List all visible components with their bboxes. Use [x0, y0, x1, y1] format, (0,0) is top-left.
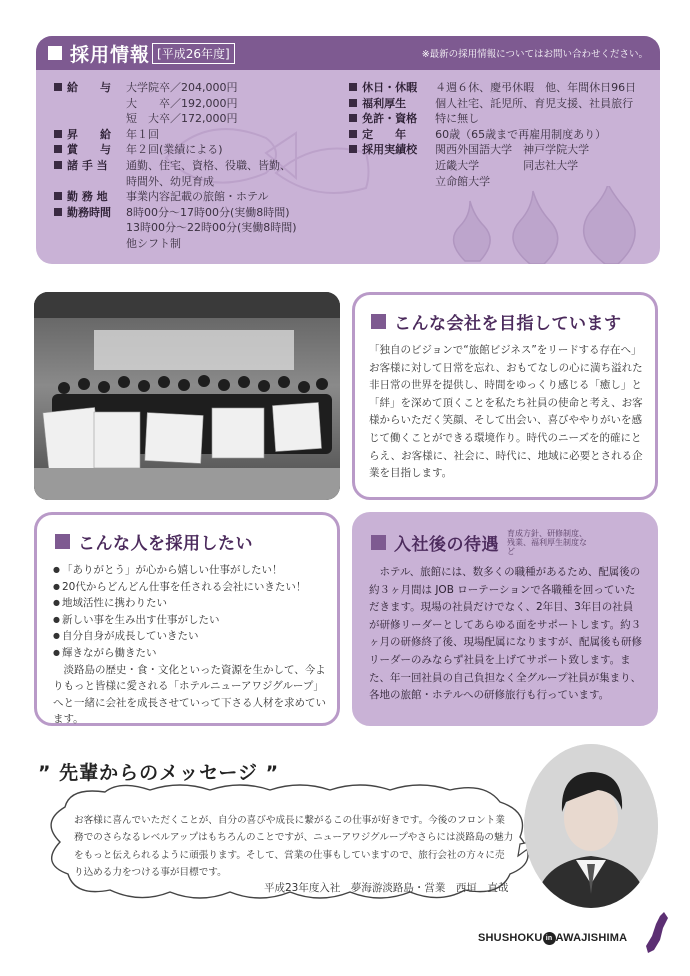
- list-item: ● 20代からどんどん仕事を任される会社にいきたい！: [53, 579, 327, 596]
- recruit-label: 勤 務 地: [54, 189, 126, 205]
- recruit-value: 事業内容記載の旅館・ホテル: [126, 190, 269, 204]
- recruit-row-salary: [54, 80, 339, 127]
- list-item: ● 地域活性に携わりたい: [53, 595, 327, 612]
- recruit-label: 勤務時間: [54, 205, 126, 252]
- company-vision-header: [355, 295, 655, 340]
- recruit-info-right-column: [349, 80, 644, 252]
- senior-message-text: お客様に喜んでいただくことが、自分の喜びや成長に繋がるこの仕事が好きです。今後のフロント業務でのさらなるレベルアップはもちろんのことですが、ニューアワジグループやさらには淡路島の魅力をもっと伝えられるように頑張ります。そして、営業の仕事もしていますので、旅行会社の方々に売り込める力をつける事が目標です。: [74, 815, 514, 879]
- after-joining-box: [352, 512, 658, 726]
- list-item: ● 自分自身が成長していきたい: [53, 628, 327, 645]
- senior-message-signature: 平成23年度入社 夢海游淡路島・営業 西垣 直哉: [264, 882, 509, 894]
- recruit-label: 採用実績校: [349, 142, 435, 189]
- recruit-value: 特に無し: [435, 112, 480, 126]
- recruit-row-welfare: [349, 96, 644, 112]
- recruit-value: 短 大卒／172,000円: [126, 112, 238, 126]
- recruit-value: 通勤、住宅、資格、役職、皆勤、: [126, 158, 291, 172]
- square-bullet-icon: [371, 535, 386, 550]
- recruit-info-year: [平成26年度]: [152, 43, 235, 64]
- recruit-row-license: [349, 111, 644, 127]
- recruit-value: 大学院卒／204,000円: [126, 81, 238, 94]
- recruit-label: 昇 給: [54, 127, 126, 143]
- recruit-row-workplace: [54, 189, 339, 205]
- desired-person-list: [53, 562, 327, 662]
- recruit-value: 個人社宅、託児所、育児支援、社員旅行: [435, 96, 634, 110]
- group-photo: [34, 292, 340, 500]
- desired-person-title: こんな人を採用したい: [78, 534, 253, 554]
- recruit-info-panel: [36, 36, 660, 264]
- desired-person-header: [37, 515, 337, 560]
- list-item: ● 輝きながら働きたい: [53, 645, 327, 662]
- footer-logo-right: AWAJISHIMA: [555, 932, 628, 944]
- list-item: ● 新しい事を生み出す仕事がしたい: [53, 612, 327, 629]
- recruit-value: 関西外国語大学 神戸学院大学: [435, 143, 590, 157]
- footer-logo-in: in: [543, 932, 556, 945]
- recruit-row-allowance: [54, 158, 339, 189]
- recruit-label: 賞 与: [54, 142, 126, 158]
- square-bullet-icon: [48, 46, 62, 60]
- recruit-label: 福利厚生: [349, 96, 435, 112]
- company-vision-text: 「独自のビジョンで“旅館ビジネス”をリードする存在へ」お客様に対して日常を忘れ、おもてなしの心に満ち溢れた非日常の世界を提供し、時間をゆっくり感じる「癒し」と「絆」を深めて頂くことを私たち社員の使命と考え、お客様からいただく笑顔、そして出会い、喜びややりがいを感じて働くことができる環境作り。時代のニーズを的確にとらえ、お客様に、社会に、時代に、地域に必要とされる企業を目指します。: [369, 344, 643, 480]
- recruit-label: 休日・休暇: [349, 80, 435, 96]
- recruit-value: 8時00分〜17時00分(実働8時間): [126, 205, 290, 219]
- recruit-value: 立命館大学: [435, 174, 491, 188]
- recruit-value: 60歳（65歳まで再雇用制度あり）: [435, 127, 607, 141]
- square-bullet-icon: [55, 534, 70, 549]
- recruit-row-raise: [54, 127, 339, 143]
- recruit-row-schools: [349, 142, 644, 189]
- company-vision-box: [352, 292, 658, 500]
- footer-logo-left: SHUSHOKU: [478, 932, 543, 944]
- after-joining-title: 入社後の待遇: [394, 535, 499, 555]
- recruit-label: 定 年: [349, 127, 435, 143]
- recruit-info-left-column: [54, 80, 339, 252]
- awaji-island-icon: [644, 910, 670, 954]
- recruit-label: 諸 手 当: [54, 158, 126, 189]
- recruit-value: 大 卒／192,000円: [126, 96, 238, 110]
- senior-message-title: ” 先輩からのメッセージ ”: [38, 762, 280, 784]
- company-vision-title: こんな会社を目指しています: [394, 314, 622, 334]
- recruit-row-bonus: [54, 142, 339, 158]
- recruit-info-title: 採用情報: [70, 43, 151, 66]
- desired-person-text: 淡路島の歴史・食・文化といった資源を生かして、今よりもっと皆様に愛される「ホテルニューアワジグループ」へと一緒に会社を成長させていって下さる人材を求めています。: [53, 663, 326, 726]
- recruit-value: 年１回: [126, 127, 159, 141]
- recruit-value: 13時00分〜22時00分(実働8時間): [126, 221, 297, 235]
- group-photo-image: [34, 292, 340, 500]
- employee-portrait-icon: [524, 744, 658, 908]
- recruit-value: 近畿大学 同志社大学: [435, 158, 579, 172]
- recruit-row-retirement: [349, 127, 644, 143]
- list-item: ● 「ありがとう」が心から嬉しい仕事がしたい！: [53, 562, 327, 579]
- recruit-value: 他シフト制: [126, 236, 181, 250]
- after-joining-subtitle: 育成方針、研修制度、残業、福利厚生制度など: [507, 529, 587, 556]
- recruit-label: 給 与: [54, 80, 126, 127]
- recruit-value: 年２回(業績による): [126, 143, 223, 157]
- recruit-info-header: [36, 36, 660, 70]
- after-joining-header: [355, 515, 655, 562]
- recruit-value: ４週６休、慶弔休暇 他、年間休日96日: [435, 81, 637, 94]
- recruit-label: 免許・資格: [349, 111, 435, 127]
- recruit-value: 時間外、幼児育成: [126, 174, 214, 188]
- square-bullet-icon: [371, 314, 386, 329]
- recruit-row-hours: [54, 205, 339, 252]
- desired-person-box: [34, 512, 340, 726]
- recruit-row-holidays: [349, 80, 644, 96]
- recruit-info-note: ※最新の採用情報についてはお問い合わせください。: [421, 49, 648, 60]
- after-joining-text: ホテル、旅館には、数多くの職種があるため、配属後の約３ヶ月間は JOB ローテーションで各職種を回っていただきます。現場の社員だけでなく、2年目、3年目の社員が研修リーダーとしてあらゆる面をサポートします。約３ヶ月の研修終了後、現場配属になりますが、配属後も研修リーダーのみならず社員を上げてサポート致します。また、年一回社員の自己負担なく全グループ社員が集まり、各地の旅館・ホテルへの研修旅行も行っています。: [369, 566, 642, 702]
- avatar: [524, 744, 658, 908]
- footer-logo: [478, 932, 627, 945]
